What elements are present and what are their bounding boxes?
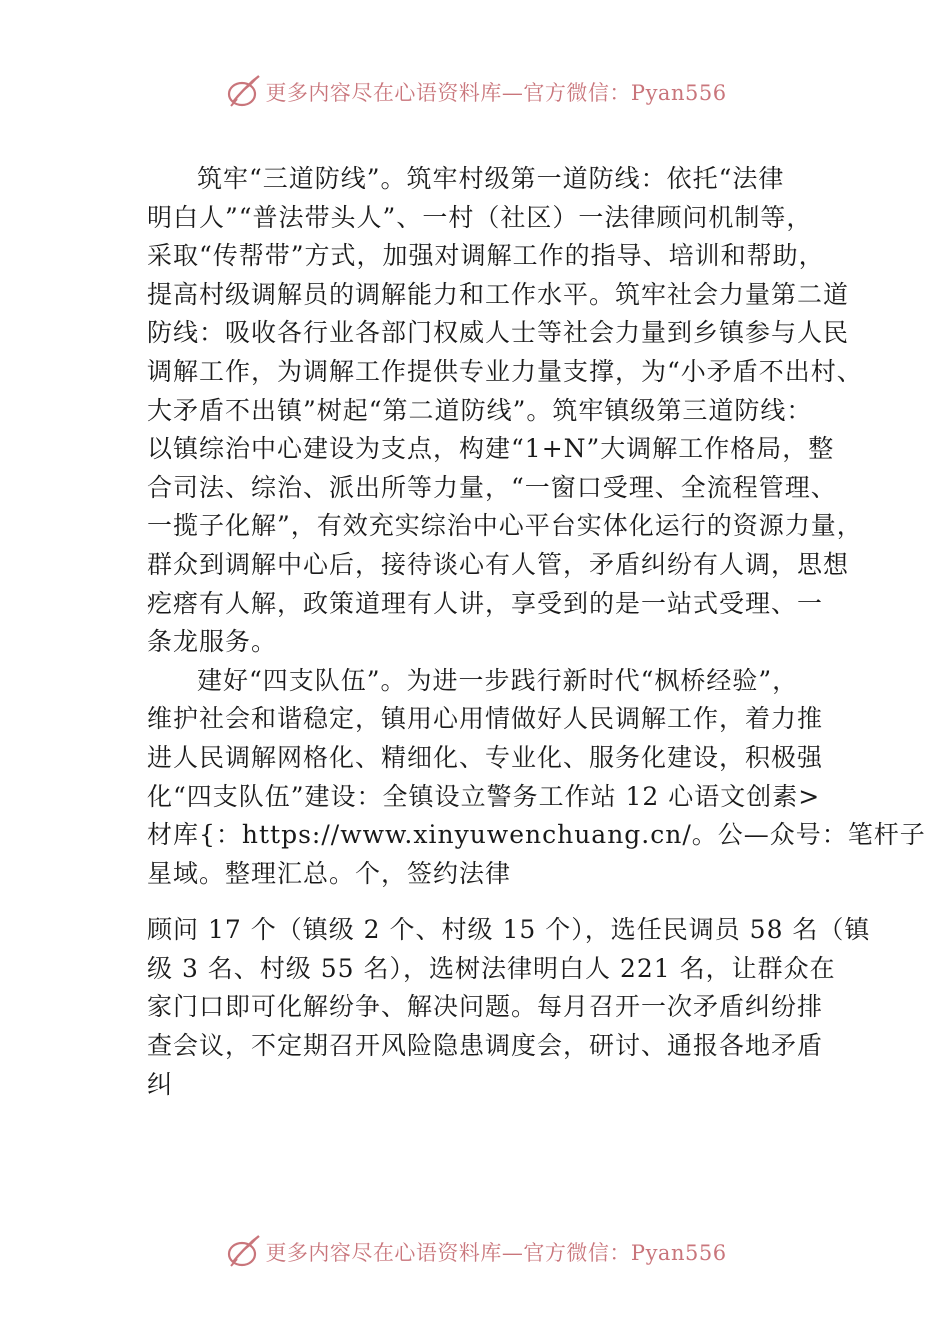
footer-banner-text: 更多内容尽在心语资料库—官方微信：Pyan556 (265, 1241, 727, 1265)
paragraph-2-line: 进人民调解网格化、精细化、专业化、服务化建设，积极强 (147, 742, 824, 772)
paragraph-2-line: 材库{：https://www.xinyuwenchuang.cn/。公—众号：笔杆子 (147, 820, 926, 850)
paragraph-1-line: 筑牢“三道防线”。筑牢村级第一道防线：依托“法律 (197, 164, 785, 193)
document-body (147, 160, 926, 1104)
paragraph-1-line: 条龙服务。 (147, 627, 278, 657)
paragraph-2-line: 星域。整理汇总。个，签约法律 (147, 858, 512, 888)
paragraph-1-line: 防线：吸收各行业各部门权威人士等社会力量到乡镇参与人民 (147, 318, 850, 348)
paragraph-3-line: 家门口即可化解纷争、解决问题。每月召开一次矛盾纠纷排 (147, 992, 824, 1022)
paragraph-1-line: 一揽子化解”，有效充实综治中心平台实体化运行的资源力量， (147, 511, 863, 541)
paragraph-gap (147, 893, 827, 911)
paragraph-3-line: 顾问 17 个（镇级 2 个、村级 15 个），选任民调员 58 名（镇 (147, 915, 871, 945)
paragraph-1-line: 疙瘩有人解，政策道理有人讲，享受到的是一站式受理、一 (147, 588, 824, 618)
paragraph-3-line: 查会议，不定期召开风险隐患调度会，研讨、通报各地矛盾 (147, 1031, 824, 1061)
paragraph-1-line: 调解工作，为调解工作提供专业力量支撑，为“小矛盾不出村、 (147, 356, 863, 386)
paragraph-1-line: 大矛盾不出镇”树起“第二道防线”。筑牢镇级第三道防线： (147, 395, 813, 425)
paragraph-1-line: 合司法、综治、派出所等力量，“一窗口受理、全流程管理、 (147, 472, 837, 502)
paragraph-1-line: 提高村级调解员的调解能力和工作水平。筑牢社会力量第二道 (147, 279, 850, 309)
quill-leaf-logo-icon (223, 1232, 263, 1272)
paragraph-1-line: 明白人”“普法带头人”、一村（社区）一法律顾问机制等， (147, 202, 813, 232)
paragraph-2-line: 维护社会和谐稳定，镇用心用情做好人民调解工作，着力推 (147, 704, 824, 734)
paragraph-2-line: 化“四支队伍”建设：全镇设立警务工作站 12 心语文创素> (147, 781, 821, 811)
header-banner (0, 70, 950, 114)
paragraph-1-line: 群众到调解中心后，接待谈心有人管，矛盾纠纷有人调，思想 (147, 549, 850, 579)
paragraph-1-line: 采取“传帮带”方式，加强对调解工作的指导、培训和帮助， (147, 241, 825, 271)
paragraph-1-line: 以镇综治中心建设为支点，构建“1+N”大调解工作格局，整 (147, 434, 835, 464)
header-banner-text: 更多内容尽在心语资料库—官方微信：Pyan556 (265, 81, 727, 105)
paragraph-2-line: 建好“四支队伍”。为进一步践行新时代“枫桥经验”， (197, 665, 799, 695)
paragraph-3-line: 纠 (147, 1069, 174, 1099)
footer-banner (0, 1230, 950, 1274)
quill-leaf-logo-icon (223, 72, 263, 112)
paragraph-3-line: 级 3 名、村级 55 名），选树法律明白人 221 名，让群众在 (147, 953, 836, 983)
